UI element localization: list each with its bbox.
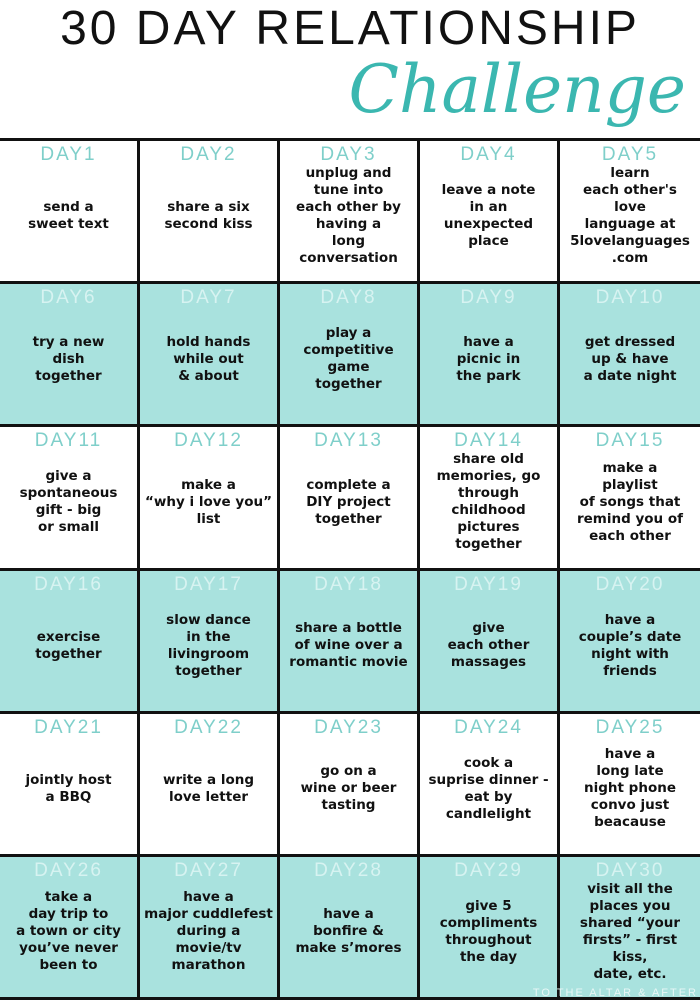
day-cell: [0, 571, 140, 714]
day-label: DAY20: [595, 573, 665, 595]
day-cell: [560, 141, 700, 284]
day-cell: [140, 571, 280, 714]
day-label: DAY16: [34, 573, 103, 595]
day-task: send a sweet text: [28, 199, 109, 233]
day-label: DAY2: [180, 144, 237, 165]
day-task: share old memories, go through childhood pictures together: [436, 451, 541, 553]
day-cell: [420, 571, 560, 714]
day-label: DAY7: [180, 287, 237, 309]
day-task: have a couple’s date night with friends: [578, 611, 682, 679]
day-task: share a bottle of wine over a romantic movie: [289, 620, 408, 671]
challenge-grid: [0, 138, 700, 1000]
day-task: slow dance in the livingroom together: [166, 611, 251, 679]
day-label: DAY26: [34, 859, 103, 881]
day-label: DAY28: [314, 859, 383, 881]
footer-credit: TO THE ALTAR & AFTER: [532, 987, 698, 999]
day-task: have a major cuddlefest during a movie/tv marathon: [144, 889, 273, 974]
day-task: have a bonfire & make s’mores: [295, 906, 402, 957]
day-task: give a spontaneous gift - big or small: [19, 468, 118, 536]
day-label: DAY24: [454, 716, 523, 738]
day-task: go on a wine or beer tasting: [300, 763, 397, 814]
day-task: have a picnic in the park: [456, 333, 521, 384]
day-task: complete a DIY project together: [306, 476, 391, 527]
day-label: DAY18: [314, 573, 383, 595]
day-label: DAY30: [595, 859, 665, 881]
day-cell: [560, 714, 700, 857]
day-cell: [0, 427, 140, 570]
day-label: DAY15: [595, 430, 665, 452]
day-task: get dressed up & have a date night: [583, 333, 677, 384]
day-task: learn each other's love language at 5lovelanguages .com: [570, 165, 690, 267]
day-task: unplug and tune into each other by having a long conversation: [296, 165, 401, 267]
day-cell: [0, 141, 140, 284]
page-title: 30 DAY RELATIONSHIP: [60, 2, 640, 55]
day-cell: [140, 284, 280, 427]
day-task: write a long love letter: [162, 771, 255, 805]
day-task: take a day trip to a town or city you’ve never been to: [16, 889, 121, 974]
day-cell: [560, 427, 700, 570]
day-task: give each other massages: [447, 620, 530, 671]
day-label: DAY29: [454, 859, 523, 881]
day-label: DAY5: [601, 144, 659, 165]
day-cell: [420, 141, 560, 284]
day-cell: [420, 427, 560, 570]
day-label: DAY23: [314, 716, 383, 738]
day-cell: [560, 571, 700, 714]
day-cell: [0, 857, 140, 1000]
day-label: DAY12: [174, 430, 243, 452]
day-cell: [280, 427, 420, 570]
day-label: DAY14: [454, 430, 523, 452]
day-cell: [140, 427, 280, 570]
day-task: visit all the places you shared “your firsts” - first kiss, date, etc.: [579, 880, 681, 982]
day-label: DAY9: [460, 287, 517, 309]
day-task: make a “why i love you” list: [145, 476, 272, 527]
day-label: DAY19: [454, 573, 523, 595]
day-cell: [280, 141, 420, 284]
day-task: leave a note in an unexpected place: [441, 182, 536, 250]
day-label: DAY21: [34, 716, 103, 738]
page-subtitle: Challenge: [348, 51, 686, 128]
day-label: DAY1: [40, 144, 97, 165]
day-task: exercise together: [35, 628, 102, 662]
day-label: DAY11: [34, 430, 103, 452]
day-task: share a six second kiss: [164, 199, 253, 233]
day-cell: [420, 284, 560, 427]
day-cell: [0, 714, 140, 857]
day-task: hold hands while out & about: [166, 333, 251, 384]
day-label: DAY22: [174, 716, 243, 738]
day-cell: [0, 284, 140, 427]
day-label: DAY3: [320, 144, 377, 165]
day-task: make a playlist of songs that remind you of each other: [576, 459, 684, 544]
day-label: DAY25: [595, 716, 665, 738]
day-cell: [140, 714, 280, 857]
day-label: DAY8: [320, 287, 377, 309]
day-cell: [140, 141, 280, 284]
day-cell: [280, 857, 420, 1000]
day-label: DAY6: [40, 287, 97, 309]
day-task: try a new dish together: [32, 333, 105, 384]
day-cell: [280, 571, 420, 714]
day-label: DAY10: [595, 287, 665, 309]
day-label: DAY13: [314, 430, 383, 452]
day-cell: [560, 284, 700, 427]
day-label: DAY17: [174, 573, 243, 595]
day-task: have a long late night phone convo just beacause: [584, 746, 676, 831]
day-task: play a competitive game together: [303, 325, 394, 393]
day-cell: [280, 284, 420, 427]
day-label: DAY4: [460, 144, 517, 165]
day-cell: [420, 714, 560, 857]
day-task: jointly host a BBQ: [25, 771, 112, 805]
day-cell: [280, 714, 420, 857]
day-cell: [140, 857, 280, 1000]
day-label: DAY27: [174, 859, 243, 881]
day-cell: [420, 857, 560, 1000]
day-task: give 5 compliments throughout the day: [439, 897, 538, 965]
day-task: cook a suprise dinner - eat by candlelight: [428, 754, 549, 822]
day-cell: [560, 857, 700, 1000]
